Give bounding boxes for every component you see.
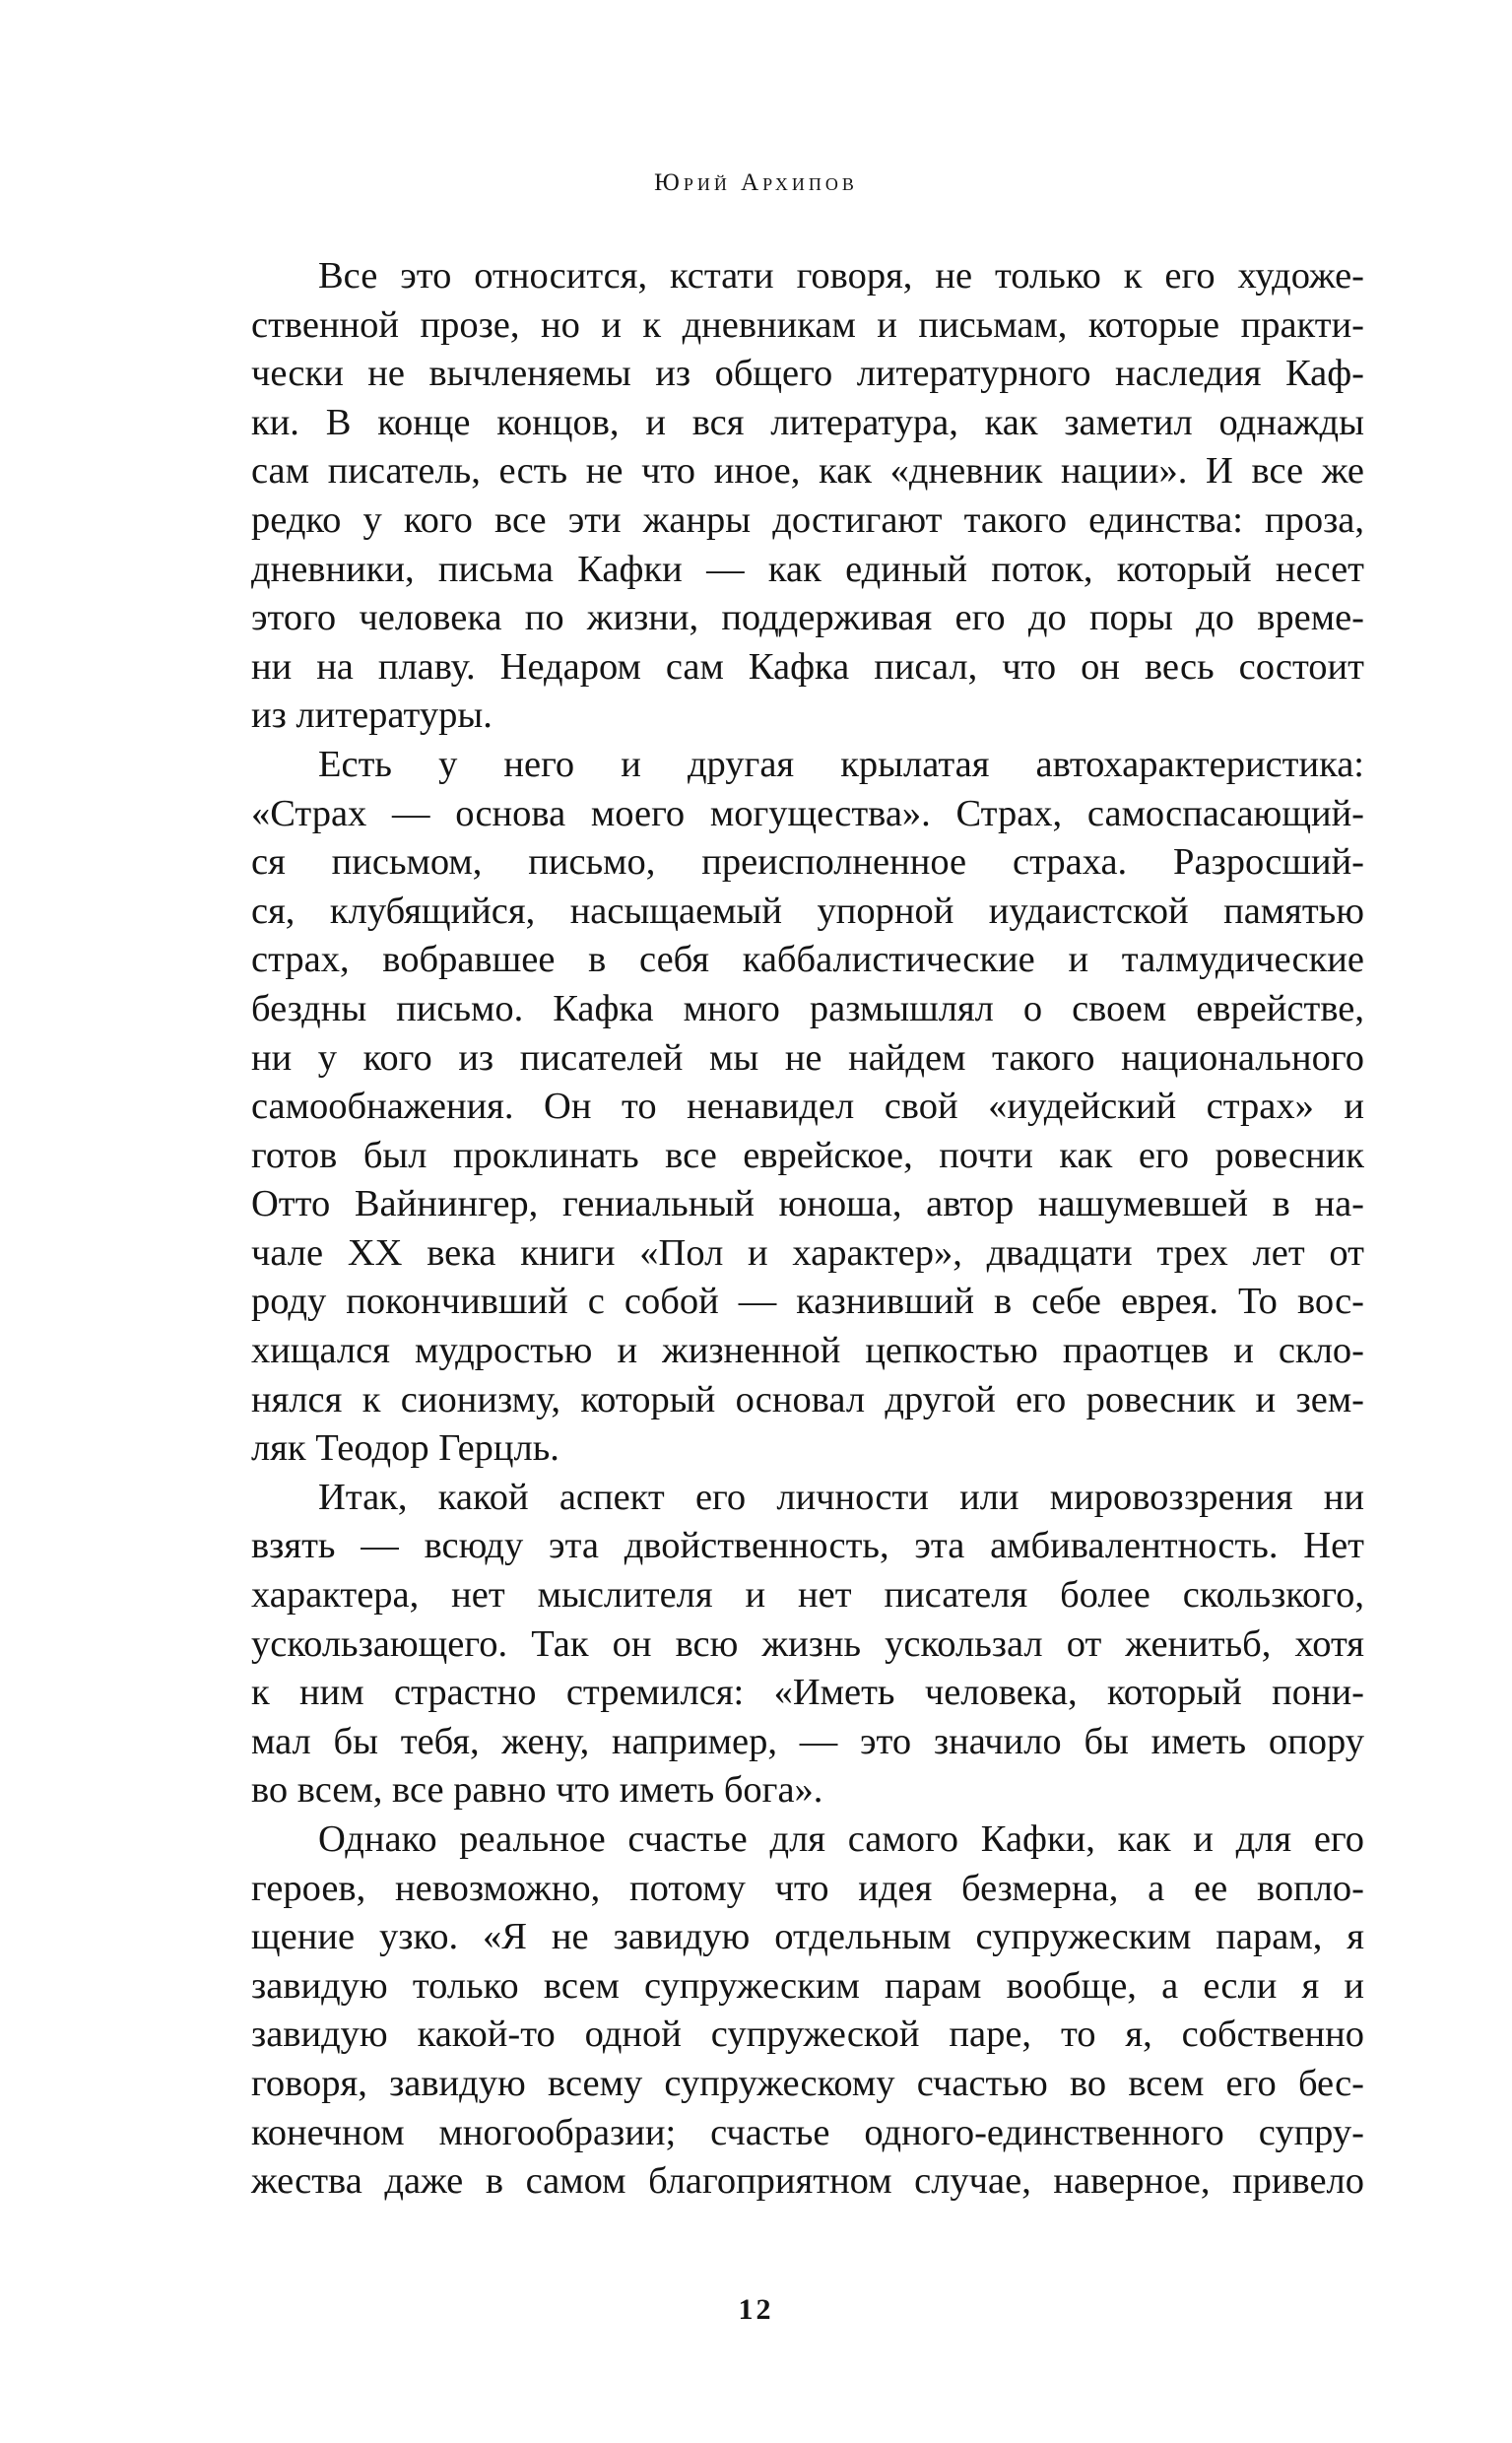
text-line: ускользающего. Так он всю жизнь ускользал от женитьб, хотя — [251, 1622, 1364, 1665]
text-line: Есть у него и другая крылатая автохарактеристика: — [318, 743, 1364, 785]
text-line: жества даже в самом благоприятном случае, наверное, привело — [251, 2160, 1364, 2203]
text-line: ственной прозе, но и к дневникам и письмам, которые практи- — [251, 303, 1364, 346]
paragraph-3 — [251, 1474, 1364, 1816]
text-line: бездны письмо. Кафка много размышлял о своем еврействе, — [251, 987, 1364, 1029]
text-line: во всем, все равно что иметь бога». — [251, 1769, 823, 1812]
text-line: мал бы тебя, жену, например, — это значило бы иметь опору — [251, 1720, 1364, 1762]
paragraph-4 — [251, 1816, 1364, 2207]
paragraph-1 — [251, 252, 1364, 741]
text-line: хищался мудростью и жизненной цепкостью праотцев и скло- — [251, 1330, 1364, 1372]
text-line: ся, клубящийся, насыщаемый упорной иудаистской памятью — [251, 890, 1364, 932]
page-number: 12 — [738, 2293, 774, 2326]
text-line: готов был проклинать все еврейское, почти как его ровесник — [251, 1134, 1364, 1176]
text-line: завидую какой-то одной супружеской паре, то я, собственно — [251, 2014, 1364, 2056]
text-line: сам писатель, есть не что иное, как «дневник нации». И все же — [251, 450, 1364, 493]
text-line: из литературы. — [251, 694, 493, 737]
text-line: взять — всюду эта двойственность, эта амбивалентность. Нет — [251, 1525, 1364, 1567]
paragraph-2 — [251, 741, 1364, 1474]
text-line: «Страх — основа моего могущества». Страх, самоспасающий- — [251, 792, 1364, 834]
text-line: Однако реальное счастье для самого Кафки, как и для его — [318, 1818, 1364, 1860]
text-line: завидую только всем супружеским парам вообще, а если я и — [251, 1964, 1364, 2007]
text-line: ки. В конце концов, и вся литература, как заметил однажды — [251, 401, 1364, 443]
text-line: Все это относится, кстати говоря, не только к его художе- — [318, 255, 1364, 297]
text-line: Отто Вайнингер, гениальный юноша, автор нашумевшей в на- — [251, 1183, 1364, 1225]
text-line: конечном многообразии; счастье одного-единственного супру- — [251, 2111, 1364, 2153]
text-line: самообнажения. Он то ненавидел свой «иудейский страх» и — [251, 1086, 1364, 1128]
text-line: страх, вобравшее в себя каббалистические и талмудические — [251, 939, 1364, 981]
text-line: героев, невозможно, потому что идея безмерна, а ее вопло- — [251, 1867, 1364, 1909]
text-line: нялся к сионизму, который основал другой его ровесник и зем- — [251, 1378, 1364, 1420]
text-line: редко у кого все эти жанры достигают такого единства: проза, — [251, 498, 1364, 541]
text-line: Итак, какой аспект его личности или мировоззрения ни — [318, 1476, 1364, 1518]
running-head-author: Юрий Архипов — [654, 169, 858, 196]
text-line: к ним страстно стремился: «Иметь человека, который пони- — [251, 1672, 1364, 1714]
text-line: ляк Теодор Герцль. — [251, 1427, 559, 1470]
text-line: ни у кого из писателей мы не найдем такого национального — [251, 1036, 1364, 1079]
text-line: чале XX века книги «Пол и характер», двадцати трех лет от — [251, 1231, 1364, 1274]
text-line: говоря, завидую всему супружескому счастью во всем его бес- — [251, 2062, 1364, 2104]
text-line: характера, нет мыслителя и нет писателя более скользкого, — [251, 1574, 1364, 1617]
text-line: чески не вычленяемы из общего литературного наследия Каф- — [251, 353, 1364, 395]
text-line: дневники, письма Кафки — как единый поток, который несет — [251, 548, 1364, 590]
text-line: этого человека по жизни, поддерживая его до поры до време- — [251, 597, 1364, 639]
text-line: роду покончивший с собой — казнивший в себе еврея. То вос- — [251, 1281, 1364, 1323]
text-line: щение узко. «Я не завидую отдельным супружеским парам, я — [251, 1916, 1364, 1958]
text-line: ни на плаву. Недаром сам Кафка писал, что он весь состоит — [251, 645, 1364, 688]
body-text — [251, 252, 1364, 2207]
text-line: ся письмом, письмо, преисполненное страха. Разросший- — [251, 841, 1364, 884]
